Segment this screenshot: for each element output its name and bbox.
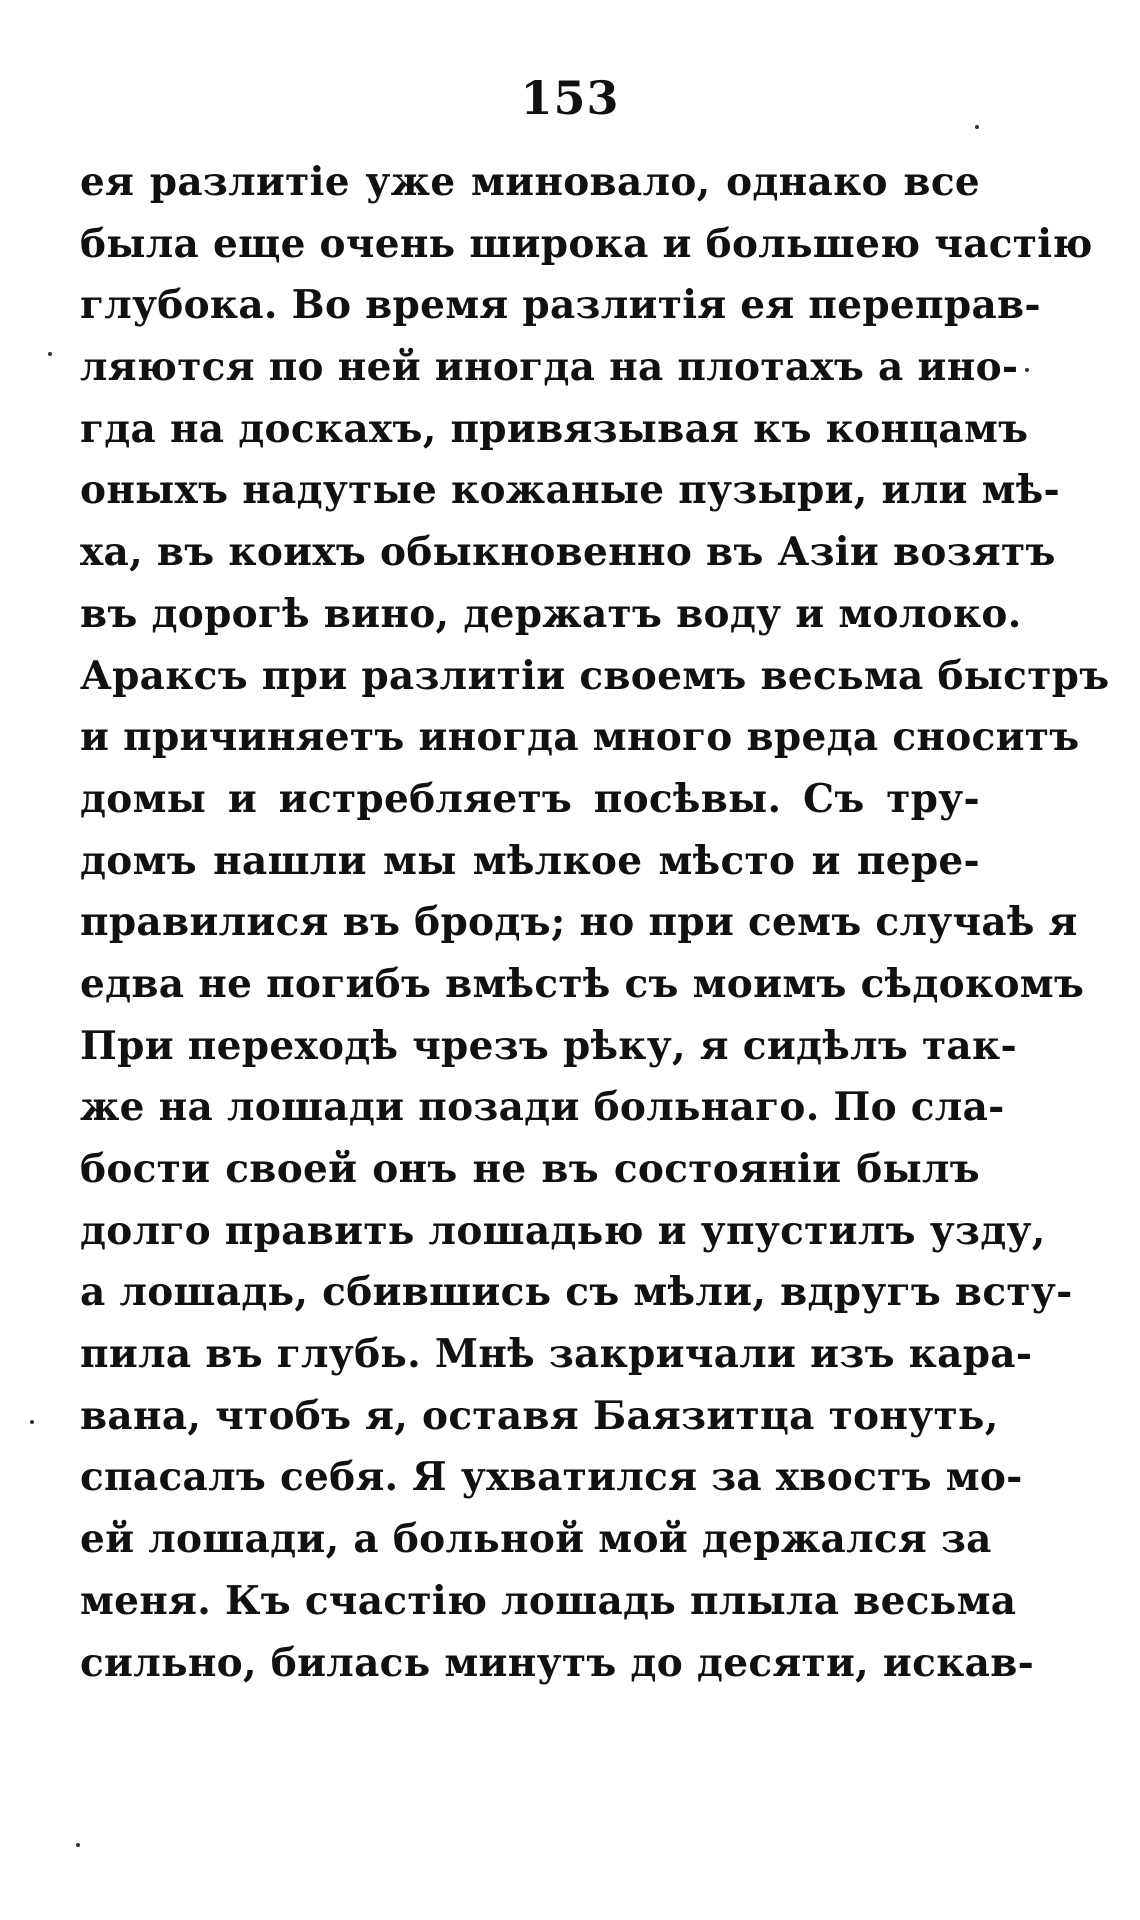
text-line: домъ нашли мы мѣлкое мѣсто и пере- (80, 837, 980, 884)
text-line: сильно, билась минутъ до десяти, искав- (80, 1639, 1035, 1686)
text-line: бости своей онъ не въ состояніи былъ (80, 1146, 980, 1192)
text-line: едва не погибъ вмѣстѣ съ моимъ сѣдокомъ (80, 960, 1085, 1007)
text-line: долго править лошадью и упустилъ узду, (80, 1207, 1046, 1254)
text-line: и причиняетъ иногда много вреда сноситъ (80, 714, 1080, 761)
text-line: ха, въ коихъ обыкновенно въ Азіи возятъ (80, 529, 1056, 576)
text-line: спасалъ себя. Я ухватился за хвостъ мо- (80, 1454, 1023, 1501)
text-line: въ дорогѣ вино, держатъ воду и молоко. (80, 590, 1022, 637)
text-line: меня. Къ счастію лошадь плыла весьма (80, 1577, 1017, 1624)
text-line: домы и истребляетъ посѣвы. Съ тру- (80, 775, 980, 822)
text-line: а лошадь, сбившись съ мѣли, вдругъ всту- (80, 1269, 1073, 1316)
body-text (80, 152, 1110, 1694)
scan-speck (48, 352, 52, 356)
text-line: При переходѣ чрезъ рѣку, я сидѣлъ так- (80, 1022, 1017, 1069)
text-line: пила въ глубь. Мнѣ закричали изъ кара- (80, 1331, 1033, 1378)
scan-speck (76, 1843, 80, 1847)
text-line: оныхъ надутые кожаные пузыри, или мѣ- (80, 467, 1061, 514)
text-line: гда на доскахъ, привязывая къ концамъ (80, 405, 1029, 452)
text-line: ей лошади, а больной мой держался за (80, 1516, 992, 1563)
text-line: ея разлитіе уже миновало, однако все (80, 159, 980, 205)
text-line: же на лошади позади больнаго. По сла- (80, 1084, 1005, 1131)
text-line: ляются по ней иногда на плотахъ а ино- (80, 344, 1019, 391)
text-line: была еще очень широка и большею частію (80, 220, 1093, 267)
text-line: Араксъ при разлитіи своемъ весьма быстръ (80, 652, 1110, 699)
text-line: правилися въ бродъ; но при семъ случаѣ я (80, 899, 1078, 946)
text-line: вана, чтобъ я, оставя Баязитца тонуть, (80, 1392, 999, 1439)
scan-speck (975, 125, 979, 129)
text-line: глубока. Во время разлитія ея перепрaв- (80, 282, 1041, 329)
scan-speck (30, 1420, 34, 1424)
scan-speck (1025, 368, 1029, 372)
page-number: 153 (520, 71, 620, 125)
